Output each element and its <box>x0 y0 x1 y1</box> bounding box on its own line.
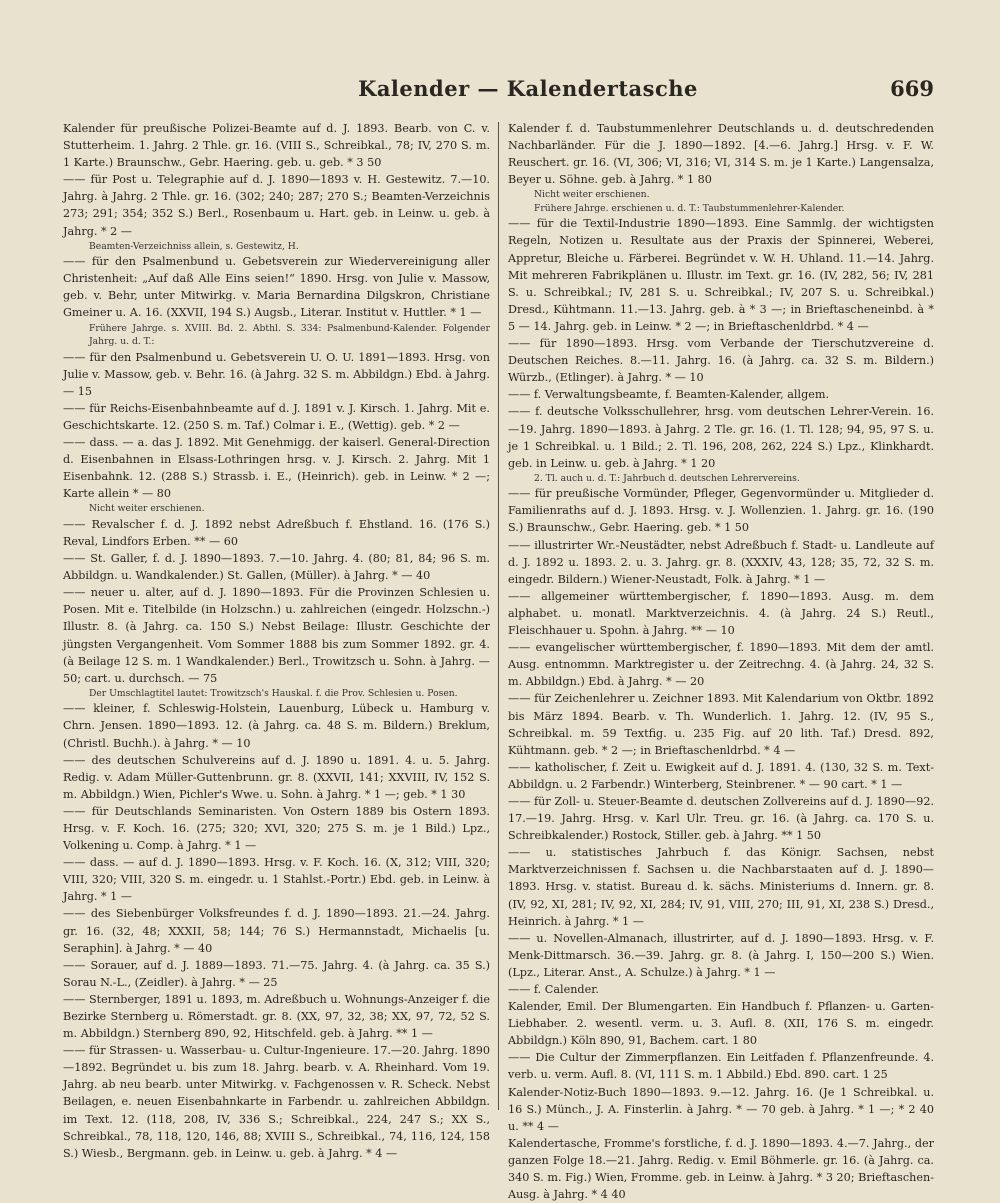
bibliographic-entry: —— für den Psalmenbund u. Gebetsverein zur Wiedervereinigung aller Christenheit: „Auf daß Alle Eins seien!“ 1890. Hrsg. von Julie v. Massow, geb. v. Behr, unter Mitwirkg. v. Maria Bernardina Dilgskron, Christiane Gmeiner u. A. 16. (XXVII, 194 S.) Augsb., Literar. Institut v. Huttler. * 1 — <box>63 255 490 320</box>
bibliographic-entry: —— für preußische Vormünder, Pfleger, Gegenvormünder u. Mitglieder d. Familienraths auf d. J. 1893. Hrsg. v. J. Wollenzien. 1. Jahrg. gr. 16. (190 S.) Braunschw., Gebr. Haering. geb. * 1 50 <box>508 487 934 535</box>
left-column <box>63 120 490 1160</box>
page-title: Kalender — Kalendertasche <box>358 76 698 101</box>
bibliographic-entry: —— für Reichs-Eisenbahnbeamte auf d. J. 1891 v. J. Kirsch. 1. Jahrg. Mit e. Geschichtskarte. 12. (250 S. m. Taf.) Colmar i. E., (Wettig). geb. * 2 — <box>63 401 490 432</box>
bibliographic-entry: —— dass. — a. das J. 1892. Mit Genehmigg. der kaiserl. General-Direction d. Eisenbahnen in Elsass-Lothringen hrsg. v. J. Kirsch. 2. Jahrg. Mit 1 Eisenbahnk. 12. (288 S.) Strassb. i. E., (Heinrich). geb. in Leinw. * 2 —; Karte allein * — 80 <box>63 436 490 501</box>
bibliographic-entry: —— u. statistisches Jahrbuch f. das Königr. Sachsen, nebst Marktverzeichnissen f. Sachsen u. die Nachbarstaaten auf d. J. 1890—1893. Hrsg. v. statist. Bureau d. k. sächs. Ministeriums d. Innern. gr. 8. (IV, 92, XI, 281; IV, 92, XI, 284; IV, 91, VIII, 270; III, 91, XI, 238 S.) Dresd., Heinrich. à Jahrg. * 1 — <box>508 846 934 928</box>
bibliographic-entry: —— Revalscher f. d. J. 1892 nebst Adreßbuch f. Ehstland. 16. (176 S.) Reval, Lindfors Erben. ** — 60 <box>63 517 490 548</box>
bibliographic-entry: —— des deutschen Schulvereins auf d. J. 1890 u. 1891. 4. u. 5. Jahrg. Redig. v. Adam Müller-Guttenbrunn. gr. 8. (XXVII, 141; XXVIII, IV, 152 S. m. Abbildgn.) Wien, Pichler's Wwe. u. Sohn. à Jahrg. * 1 —; geb. * 1 30 <box>63 753 490 801</box>
column-divider <box>498 122 499 1110</box>
bibliographic-entry: —— dass. — auf d. J. 1890—1893. Hrsg. v. F. Koch. 16. (X, 312; VIII, 320; VIII, 320; VIII, 320 S. m. eingedr. u. 1 Stahlst.-Portr.) Ebd. geb. in Leinw. à Jahrg. * 1 — <box>63 856 490 904</box>
bibliographic-entry: —— Sorauer, auf d. J. 1889—1893. 71.—75. Jahrg. 4. (à Jahrg. ca. 35 S.) Sorau N.-L., (Zeidler). à Jahrg. * — 25 <box>63 958 490 989</box>
bibliographic-entry: —— Die Cultur der Zimmerpflanzen. Ein Leitfaden f. Pflanzenfreunde. 4. verb. u. verm. Aufl. 8. (VI, 111 S. m. 1 Abbild.) Ebd. 890. cart. 1 25 <box>508 1051 934 1082</box>
bibliographic-entry: —— f. deutsche Volksschullehrer, hrsg. vom deutschen Lehrer-Verein. 16.—19. Jahrg. 1890—1893. à Jahrg. 2 Tle. gr. 16. (1. Tl. 128; 94, 95, 97 S. u. je 1 Schreibkal. u. 1 Bild.; 2. Tl. 196, 208, 262, 224 S.) Lpz., Klinkhardt. geb. in Leinw. u. geb. à Jahrg. * 1 20 <box>508 405 934 470</box>
bibliographic-entry: —— für 1890—1893. Hrsg. vom Verbande der Tierschutzvereine d. Deutschen Reiches. 8.—11. Jahrg. 16. (à Jahrg. ca. 32 S. m. Bildern.) Würzb., (Etlinger). à Jahrg. * — 10 <box>508 337 934 385</box>
bibliographic-note: Beamten-Verzeichniss allein, s. Gestewitz, H. <box>89 240 299 252</box>
right-column <box>508 120 934 1202</box>
bibliographic-entry: Kalender, Emil. Der Blumengarten. Ein Handbuch f. Pflanzen- u. Garten-Liebhaber. 2. wesentl. verm. u. 3. Aufl. 8. (XII, 176 S. m. eingedr. Abbildgn.) Köln 890, 91, Bachem. cart. 1 80 <box>508 1000 934 1048</box>
bibliographic-entry: —— f. Verwaltungsbeamte, f. Beamten-Kalender, allgem. <box>508 388 830 402</box>
bibliographic-entry: Kalender f. d. Taubstummenlehrer Deutschlands u. d. deutschredenden Nachbarländer. Für die J. 1890—1892. [4.—6. Jahrg.] Hrsg. v. F. W. Reuschert. gr. 16. (VI, 306; VI, 316; VI, 314 S. m. je 1 Karte.) Langensalza, Beyer u. Söhne. geb. à Jahrg. * 1 80 <box>508 122 934 187</box>
bibliographic-note: Frühere Jahrge. erschienen u. d. T.: Taubstummenlehrer-Kalender. <box>534 202 845 214</box>
bibliographic-note: Der Umschlagtitel lautet: Trowitzsch's Hauskal. f. die Prov. Schlesien u. Posen. <box>89 687 458 699</box>
bibliographic-entry: Kalender für preußische Polizei-Beamte auf d. J. 1893. Bearb. von C. v. Stutterheim. 1. Jahrg. 2 Thle. gr. 16. (VIII S., Schreibkal., 78; IV, 270 S. m. 1 Karte.) Braunschw., Gebr. Haering. geb. u. geb. * 3 50 <box>63 122 490 170</box>
bibliographic-entry: —— für den Psalmenbund u. Gebetsverein U. O. U. 1891—1893. Hrsg. von Julie v. Massow, geb. v. Behr. 16. (à Jahrg. 32 S. m. Abbildgn.) Ebd. à Jahrg. — 15 <box>63 350 490 398</box>
bibliographic-entry: —— für Zeichenlehrer u. Zeichner 1893. Mit Kalendarium von Oktbr. 1892 bis März 1894. Bearb. v. Th. Wunderlich. 1. Jahrg. 12. (IV, 95 S., Schreibkal. m. 59 Textfig. u. 235 Fig. auf 20 lith. Taf.) Dresd. 892, Kühtmann. geb. * 2 —; in Brieftaschenldrbd. * 4 — <box>508 692 934 757</box>
page-number: 669 <box>890 76 934 101</box>
bibliographic-entry: —— für Zoll- u. Steuer-Beamte d. deutschen Zollvereins auf d. J. 1890—92. 17.—19. Jahrg. Hrsg. v. Karl Ulr. Treu. gr. 16. (à Jahrg. ca. 170 S. u. Schreibkalender.) Rostock, Stiller. geb. à Jahrg. ** 1 50 <box>508 794 934 843</box>
bibliographic-note: Frühere Jahrge. s. XVIII. Bd. 2. Abthl. S. 334: Psalmenbund-Kalender. Folgender Jahrg. u. d. T.: <box>89 322 490 348</box>
bibliographic-entry: —— für Strassen- u. Wasserbau- u. Cultur-Ingenieure. 17.—20. Jahrg. 1890—1892. Begründet u. bis zum 18. Jahrg. bearb. v. A. Rheinhard. Vom 19. Jahrg. ab neu bearb. unter Mitwirkg. v. Fachgenossen v. R. Scheck. Nebst Beilagen, e. neuen Eisenbahnkarte in Farbendr. u. zahlreichen Abbildgn. im Text. 12. (118, 208, IV, 336 S.; Schreibkal., 224, 247 S.; XX S., Schreibkal., 78, 118, 120, 146, 88; XVIII S., Schreibkal., 74, 116, 124, 158 S.) Wiesb., Bergmann. geb. in Leinw. u. geb. à Jahrg. * 4 — <box>63 1044 490 1160</box>
bibliographic-note: 2. Tl. auch u. d. T.: Jahrbuch d. deutschen Lehrervereins. <box>534 472 800 484</box>
bibliographic-entry: —— für Deutschlands Seminaristen. Von Ostern 1889 bis Ostern 1893. Hrsg. v. F. Koch. 16. (275; 320; XVI, 320; 275 S. m. je 1 Bild.) Lpz., Volkening u. Comp. à Jahrg. * 1 — <box>63 804 490 853</box>
bibliographic-entry: —— katholischer, f. Zeit u. Ewigkeit auf d. J. 1891. 4. (130, 32 S. m. Text-Abbildgn. u. 2 Farbendr.) Winterberg, Steinbrener. * — 90 cart. * 1 — <box>508 760 934 791</box>
bibliographic-entry: —— u. Novellen-Almanach, illustrirter, auf d. J. 1890—1893. Hrsg. v. F. Menk-Dittmarsch. 36.—39. Jahrg. gr. 8. (à Jahrg. I, 150—200 S.) Wien. (Lpz., Literar. Anst., A. Schulze.) à Jahrg. * 1 — <box>508 931 934 979</box>
bibliographic-entry: —— des Siebenbürger Volksfreundes f. d. J. 1890—1893. 21.—24. Jahrg. gr. 16. (32, 48; XXXII, 58; 144; 76 S.) Hermannstadt, Michaelis [u. Seraphin]. à Jahrg. * — 40 <box>63 907 490 955</box>
bibliographic-entry: Kalender-Notiz-Buch 1890—1893. 9.—12. Jahrg. 16. (Je 1 Schreibkal. u. 16 S.) Münch., J. A. Finsterlin. à Jahrg. * — 70 geb. à Jahrg. * 1 —; * 2 40 u. ** 4 — <box>508 1085 934 1133</box>
bibliographic-entry: —— neuer u. alter, auf d. J. 1890—1893. Für die Provinzen Schlesien u. Posen. Mit e. Titelbilde (in Holzschn.) u. zahlreichen (eingedr. Holzschn.-) Illustr. 8. (à Jahrg. ca. 150 S.) Nebst Beilage: Illustr. Geschichte der jüngsten Vergangenheit. Vom Sommer 1888 bis zum Sommer 1892. gr. 4. (à Beilage 12 S. m. 1 Wandkalender.) Berl., Trowitzsch u. Sohn. à Jahrg. — 50; cart. u. durchsch. — 75 <box>63 586 490 685</box>
bibliographic-entry: —— für die Textil-Industrie 1890—1893. Eine Sammlg. der wichtigsten Regeln, Notizen u. Resultate aus der Praxis der Spinnerei, Weberei, Appretur, Bleiche u. Färberei. Begründet v. W. H. Uhland. 11.—14. Jahrg. Mit mehreren Fabrikplänen u. Illustr. im Text. gr. 16. (IV, 282, 56; IV, 281 S. u. Schreibkal.; IV, 281 S. u. Schreibkal.; IV, 207 S. u. Schreibkal.) Dresd., Kühtmann. 11.—13. Jahrg. geb. à * 3 —; in Brieftascheneinbd. à * 5 — 14. Jahrg. geb. in Leinw. * 2 —; in Brieftaschenldrbd. * 4 — <box>508 217 934 333</box>
bibliographic-entry: —— illustrirter Wr.-Neustädter, nebst Adreßbuch f. Stadt- u. Landleute auf d. J. 1892 u. 1893. 2. u. 3. Jahrg. gr. 8. (XXXIV, 43, 128; 35, 72, 32 S. m. eingedr. Bildern.) Wiener-Neustadt, Folk. à Jahrg. * 1 — <box>508 538 934 586</box>
bibliographic-entry: —— evangelischer württembergischer, f. 1890—1893. Mit dem der amtl. Ausg. entnommn. Marktregister u. der Zeitrechng. 4. (à Jahrg. 24, 32 S. m. Abbildgn.) Ebd. à Jahrg. * — 20 <box>508 641 934 689</box>
bibliographic-entry: —— St. Galler, f. d. J. 1890—1893. 7.—10. Jahrg. 4. (80; 81, 84; 96 S. m. Abbildgn. u. Wandkalender.) St. Gallen, (Müller). à Jahrg. * — 40 <box>63 552 490 583</box>
bibliographic-entry: Kalendertasche, Fromme's forstliche, f. d. J. 1890—1893. 4.—7. Jahrg., der ganzen Folge 18.—21. Jahrg. Redig. v. Emil Böhmerle. gr. 16. (à Jahrg. ca. 340 S. m. Fig.) Wien, Fromme. geb. in Leinw. à Jahrg. * 3 20; Brieftaschen-Ausg. à Jahrg. * 4 40 <box>508 1136 934 1202</box>
bibliographic-entry: —— kleiner, f. Schleswig-Holstein, Lauenburg, Lübeck u. Hamburg v. Chrn. Jensen. 1890—1893. 12. (à Jahrg. ca. 48 S. m. Bildern.) Breklum, (Christl. Buchh.). à Jahrg. * — 10 <box>63 702 490 750</box>
bibliographic-note: Nicht weiter erschienen. <box>89 503 205 515</box>
page-header <box>118 74 938 108</box>
bibliographic-entry: —— Sternberger, 1891 u. 1893, m. Adreßbuch u. Wohnungs-Anzeiger f. die Bezirke Sternberg u. Römerstadt. gr. 8. (XX, 97, 32, 38; XX, 97, 72, 52 S. m. Abbildgn.) Sternberg 890, 92, Hitschfeld. geb. à Jahrg. ** 1 — <box>63 992 490 1041</box>
bibliographic-entry: —— für Post u. Telegraphie auf d. J. 1890—1893 v. H. Gestewitz. 7.—10. Jahrg. à Jahrg. 2 Thle. gr. 16. (302; 240; 287; 270 S.; Beamten-Verzeichnis 273; 291; 354; 352 S.) Berl., Rosenbaum u. Hart. geb. in Leinw. u. geb. à Jahrg. * 2 — <box>63 173 490 238</box>
bibliographic-entry: —— f. Calender. <box>508 983 599 996</box>
bibliographic-note: Nicht weiter erschienen. <box>534 189 650 201</box>
bibliographic-entry: —— allgemeiner württembergischer, f. 1890—1893. Ausg. m. dem alphabet. u. monatl. Marktverzeichnis. 4. (à Jahrg. 24 S.) Reutl., Fleischhauer u. Spohn. à Jahrg. ** — 10 <box>508 589 934 638</box>
